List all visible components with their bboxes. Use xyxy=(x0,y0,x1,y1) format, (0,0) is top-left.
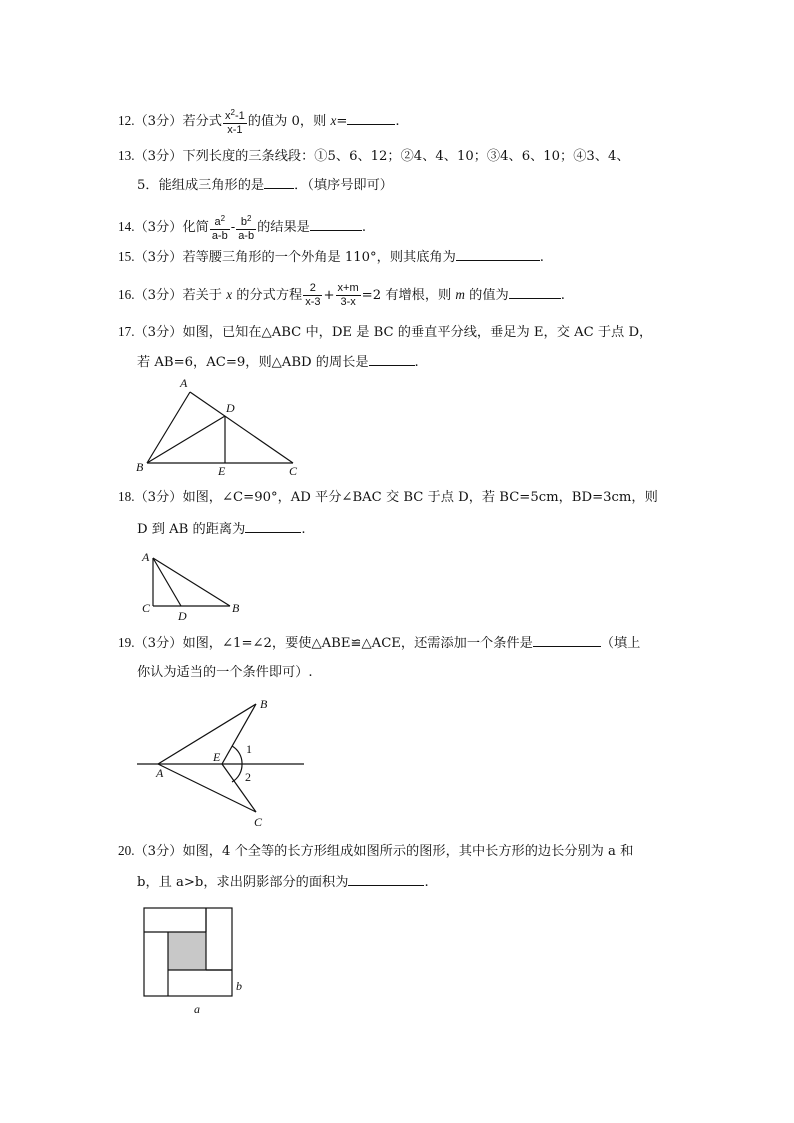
label-e: E xyxy=(218,464,226,478)
shaded-square xyxy=(168,932,206,970)
label-c: C xyxy=(289,464,298,478)
question-text-line1: 如图，4 个全等的长方形组成如图所示的图形，其中长方形的边长分别为 a 和 xyxy=(182,844,634,859)
question-text-line1: 如图，已知在△ABC 中，DE 是 BC 的垂直平分线，垂足为 E，交 AC 于点 D， xyxy=(182,325,653,340)
plus-sign: + xyxy=(323,288,335,303)
fraction-denominator: a-b xyxy=(238,230,255,242)
question-number: 13. xyxy=(118,148,135,163)
label-b: B xyxy=(136,460,144,474)
label-a: A xyxy=(142,550,150,564)
segment-ab xyxy=(153,558,230,606)
exponent: 2 xyxy=(230,108,235,117)
label-e: E xyxy=(213,750,221,764)
answer-blank[interactable] xyxy=(348,873,424,886)
label-angle-2: 2 xyxy=(245,770,251,784)
label-c: C xyxy=(142,601,151,615)
equals-sign: = xyxy=(336,114,348,129)
fraction xyxy=(210,212,230,243)
variable: m xyxy=(455,287,465,302)
answer-blank[interactable] xyxy=(533,634,601,647)
question-14 xyxy=(118,212,366,243)
question-text-line2: 你认为适当的一个条件即可）. xyxy=(137,665,313,680)
question-text: 的分式方程 xyxy=(232,288,303,303)
fraction-numerator-tail: -1 xyxy=(234,110,245,122)
segment-ab xyxy=(158,704,256,764)
question-12 xyxy=(118,106,400,137)
question-13-line2 xyxy=(137,176,393,195)
fraction-numerator: b xyxy=(240,216,247,228)
answer-blank[interactable] xyxy=(310,218,362,231)
question-17-line2 xyxy=(137,353,419,372)
question-text: 的值为 xyxy=(464,288,509,303)
answer-blank[interactable] xyxy=(245,520,301,533)
question-18-line2 xyxy=(137,520,306,539)
question-text-line1: 如图，∠C=90°，AD 平分∠BAC 交 BC 于点 D，若 BC=5cm，BD=3cm，则 xyxy=(182,490,658,505)
answer-blank[interactable] xyxy=(264,176,294,189)
period: . xyxy=(301,522,306,537)
figure-q18-right-triangle xyxy=(138,546,248,624)
fraction xyxy=(303,282,322,309)
question-text-line2: b，且 a>b，求出阴影部分的面积为 xyxy=(137,875,349,890)
question-20 xyxy=(118,842,633,861)
segment-bd xyxy=(147,416,225,463)
question-text-line1: 下列长度的三条线段：①5、6、12；②4、4、10；③4、6、10；④3、4、 xyxy=(182,149,630,164)
question-number: 16. xyxy=(118,287,135,302)
fraction-denominator: a-b xyxy=(211,230,228,242)
question-13 xyxy=(118,147,630,166)
minus-sign: - xyxy=(230,220,236,235)
label-a: A xyxy=(180,376,188,390)
question-number: 15. xyxy=(118,249,135,264)
question-text: 若等腰三角形的一个外角是 110°，则其底角为 xyxy=(182,250,456,265)
question-score: （3分） xyxy=(134,114,183,129)
fraction xyxy=(336,282,361,309)
question-number: 17. xyxy=(118,324,135,339)
period: . xyxy=(539,250,544,265)
exponent: 2 xyxy=(220,214,226,223)
period: . xyxy=(395,114,400,129)
question-text-tail: （填上 xyxy=(600,636,641,651)
question-19 xyxy=(118,634,640,653)
angle-1-arc xyxy=(232,746,242,764)
label-a: a xyxy=(194,1002,200,1016)
question-number: 20. xyxy=(118,843,135,858)
question-score: （3分） xyxy=(134,250,183,265)
fraction-denominator: x-1 xyxy=(227,124,243,136)
fraction xyxy=(223,106,247,137)
variable: x xyxy=(330,113,337,128)
fraction-numerator: a xyxy=(214,216,221,228)
question-16 xyxy=(118,282,565,309)
question-text-line2: 5．能组成三角形的是 xyxy=(137,178,265,193)
question-text: 的结果是 xyxy=(257,220,310,235)
question-text-tail: ．（填序号即可） xyxy=(294,178,393,193)
figure-q20-rectangles xyxy=(138,902,258,1022)
question-score: （3分） xyxy=(134,844,183,859)
question-number: 14. xyxy=(118,219,135,234)
label-b: b xyxy=(236,979,242,993)
variable: x xyxy=(226,287,233,302)
question-text-line1: 如图，∠1=∠2，要使△ABE≌△ACE，还需添加一个条件是 xyxy=(182,636,533,651)
question-20-line2 xyxy=(137,873,429,892)
segment-ab xyxy=(147,392,190,463)
label-c: C xyxy=(254,815,263,829)
question-text-line2: 若 AB=6，AC=9，则△ABD 的周长是 xyxy=(137,355,369,370)
answer-blank[interactable] xyxy=(509,286,561,299)
label-b: B xyxy=(260,697,268,711)
question-text-line2: D 到 AB 的距离为 xyxy=(137,522,246,537)
figure-q17-triangle xyxy=(130,374,310,478)
label-d: D xyxy=(178,609,187,623)
question-text: =2 有增根，则 xyxy=(361,288,456,303)
question-number: 18. xyxy=(118,489,135,504)
question-number: 12. xyxy=(118,113,135,128)
question-17 xyxy=(118,323,652,342)
figure-q19-triangles xyxy=(134,694,309,834)
fraction xyxy=(236,212,256,243)
question-text: 若分式 xyxy=(182,114,222,129)
question-18 xyxy=(118,488,658,507)
label-a: A xyxy=(156,766,164,780)
question-15 xyxy=(118,248,544,267)
segment-ad xyxy=(153,558,181,606)
question-score: （3分） xyxy=(134,636,183,651)
question-score: （3分） xyxy=(134,325,183,340)
fraction-denominator: x-3 xyxy=(305,296,321,308)
fraction-numerator: x xyxy=(225,110,231,122)
answer-blank[interactable] xyxy=(347,112,395,125)
label-b: B xyxy=(232,601,240,615)
question-text: 的值为 0，则 xyxy=(247,114,331,129)
period: . xyxy=(424,875,429,890)
question-score: （3分） xyxy=(134,288,183,303)
question-19-line2 xyxy=(137,664,313,682)
question-score: （3分） xyxy=(134,490,183,505)
fraction-numerator: 2 xyxy=(303,282,322,296)
answer-blank[interactable] xyxy=(456,248,540,261)
fraction-numerator: x+m xyxy=(337,282,359,294)
period: . xyxy=(414,355,419,370)
label-angle-1: 1 xyxy=(246,742,252,756)
exponent: 2 xyxy=(246,214,252,223)
period: . xyxy=(361,220,367,235)
question-score: （3分） xyxy=(134,149,183,164)
question-score: （3分） xyxy=(134,220,183,235)
label-d: D xyxy=(226,401,235,415)
question-number: 19. xyxy=(118,635,135,650)
period: . xyxy=(560,288,565,303)
question-text: 化简 xyxy=(182,220,209,235)
answer-blank[interactable] xyxy=(369,353,415,366)
fraction-denominator: 3-x xyxy=(340,296,356,308)
question-text: 若关于 xyxy=(182,288,227,303)
